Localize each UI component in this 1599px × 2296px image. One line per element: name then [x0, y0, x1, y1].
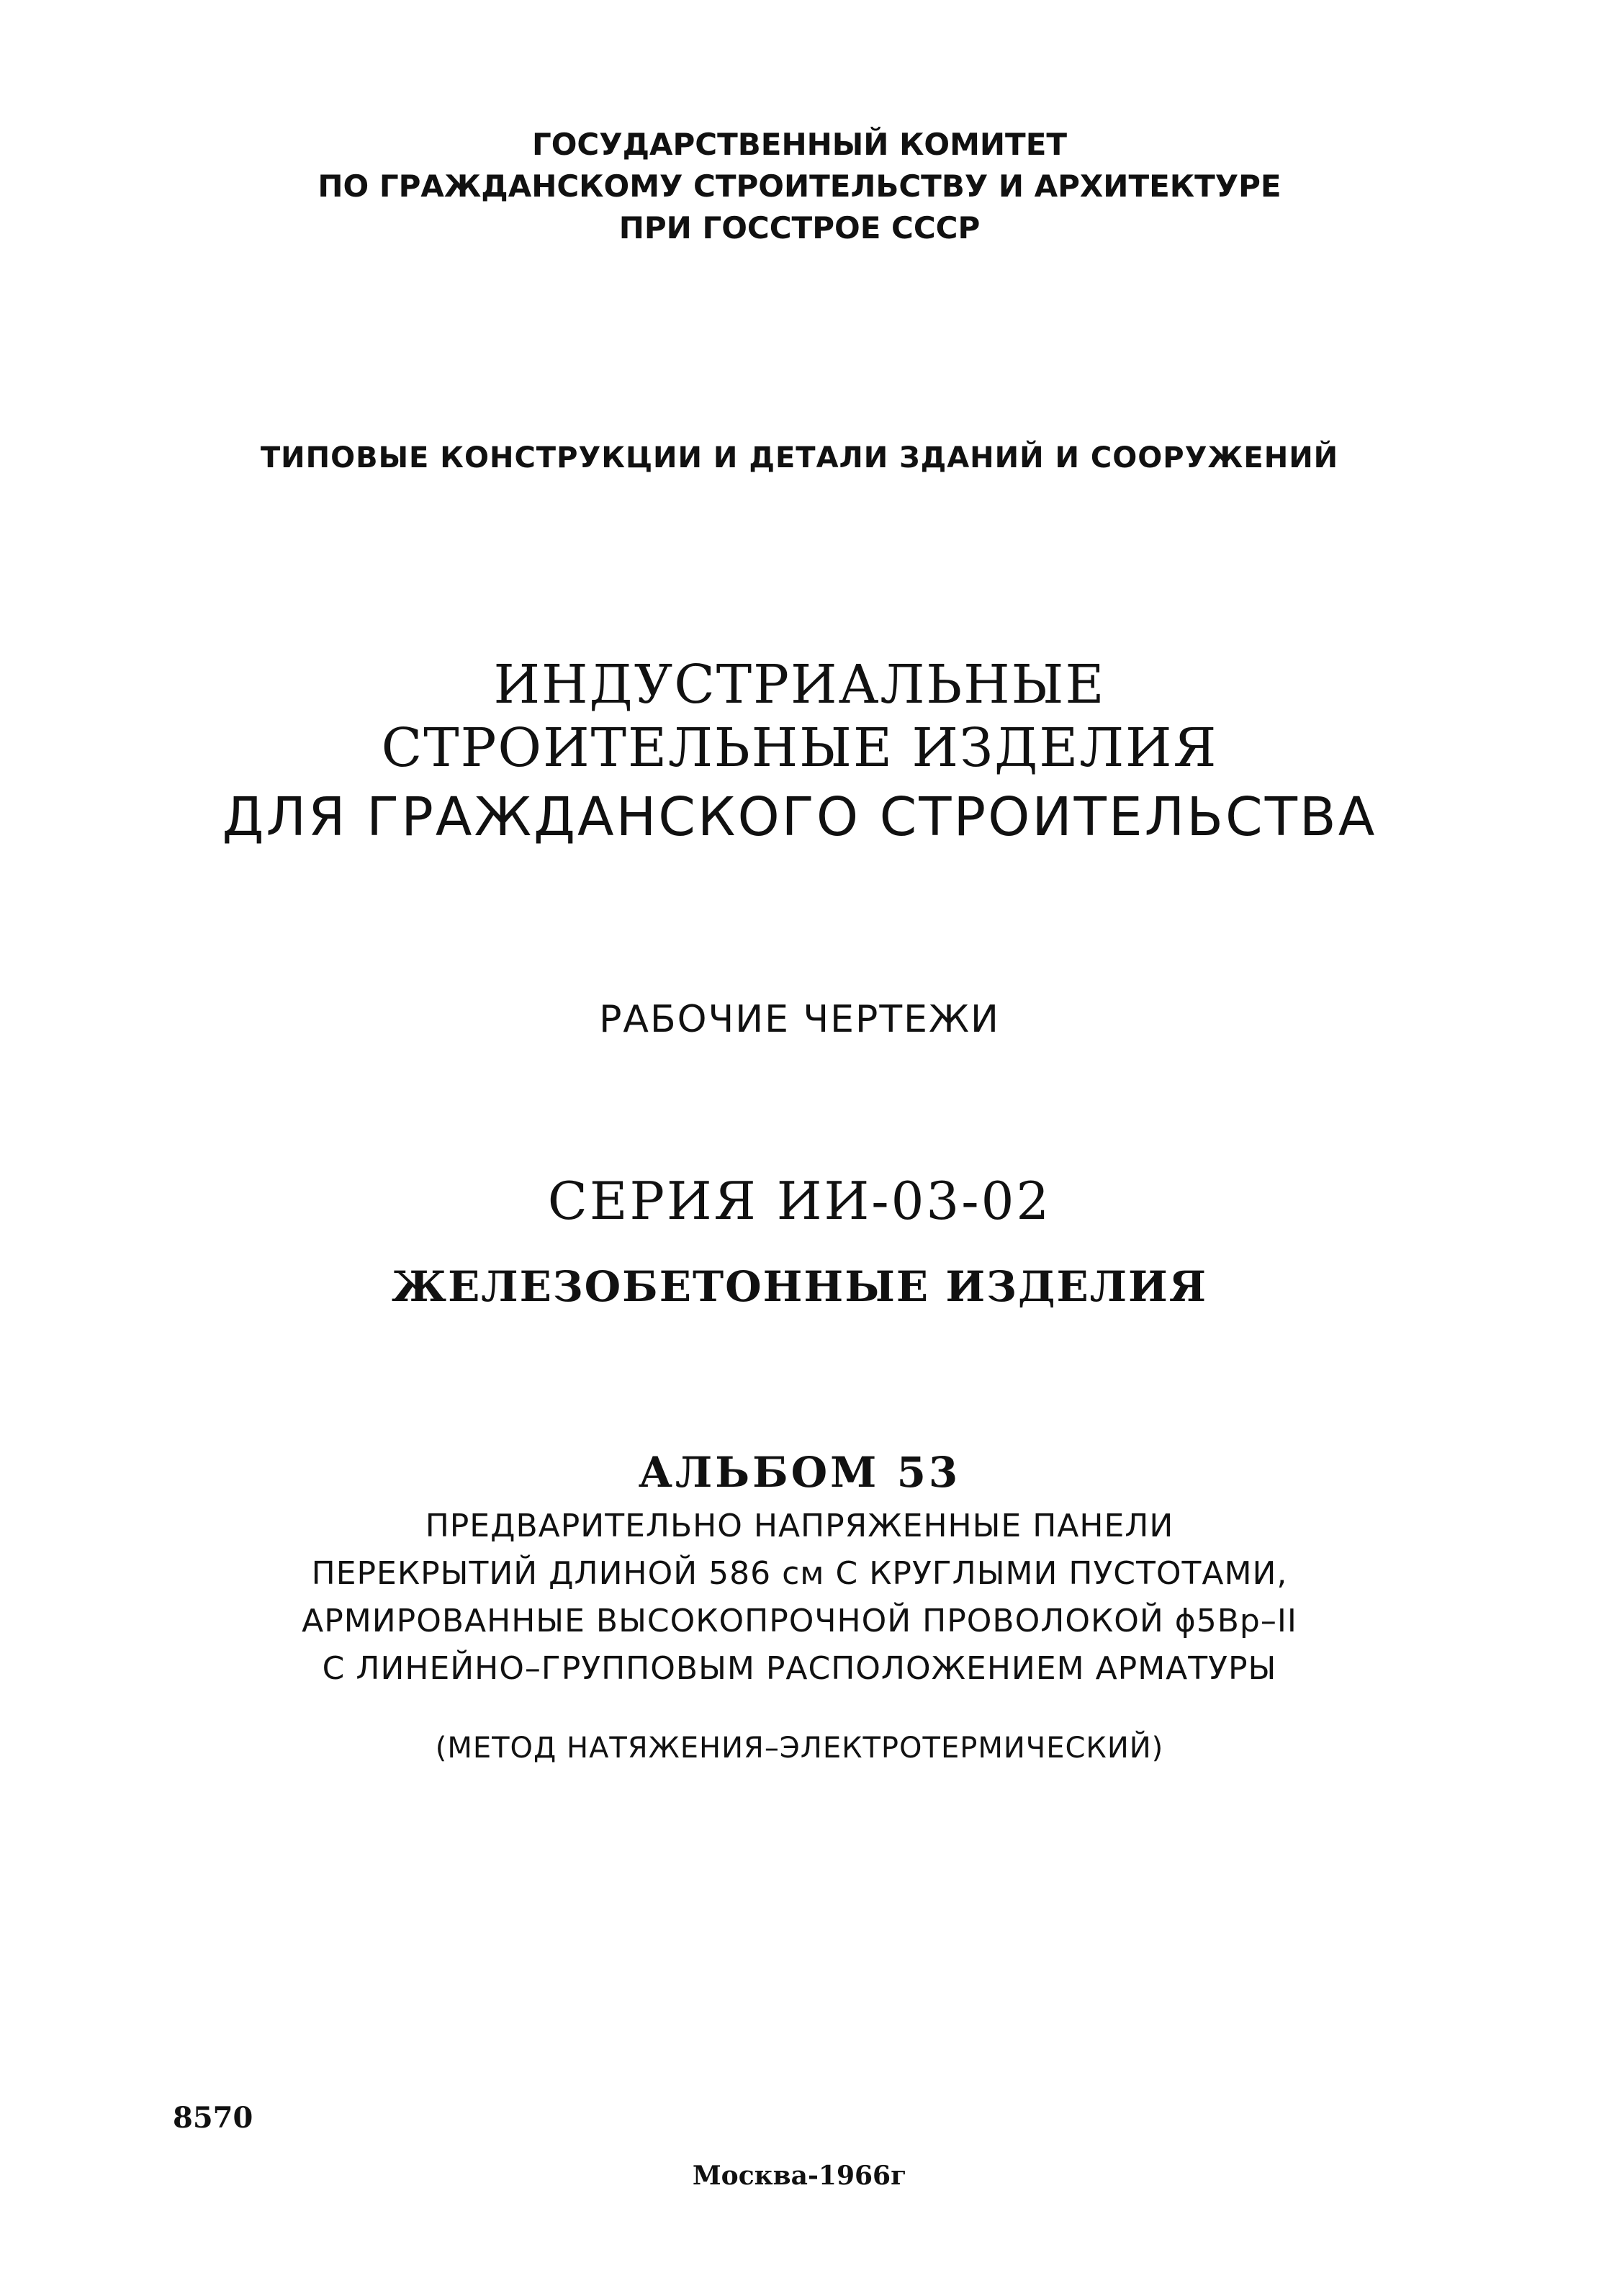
tensioning-method: (МЕТОД НАТЯЖЕНИЯ–ЭЛЕКТРОТЕРМИЧЕСКИЙ)	[435, 1732, 1164, 1765]
city-year: Москва-1966г	[692, 2161, 907, 2191]
committee-line-3: ПРИ ГОССТРОЕ СССР	[618, 210, 981, 246]
series-code: СЕРИЯ ИИ-03-02	[547, 1171, 1052, 1231]
document-number: 8570	[173, 2101, 253, 2135]
committee-line-1: ГОСУДАРСТВЕННЫЙ КОМИТЕТ	[531, 127, 1068, 162]
album-title: АЛЬБОМ 53	[638, 1448, 961, 1497]
series-heading: ТИПОВЫЕ КОНСТРУКЦИИ И ДЕТАЛИ ЗДАНИЙ И СООРУЖЕНИЙ	[260, 441, 1339, 474]
title-line-3: ДЛЯ ГРАЖДАНСКОГО СТРОИТЕЛЬСТВА	[222, 786, 1377, 848]
drawings-label: РАБОЧИЕ ЧЕРТЕЖИ	[599, 998, 1000, 1041]
album-desc-line-2: ПЕРЕКРЫТИЙ ДЛИНОЙ 586 см С КРУГЛЫМИ ПУСТОТАМИ,	[311, 1555, 1288, 1592]
committee-line-2: ПО ГРАЖДАНСКОМУ СТРОИТЕЛЬСТВУ И АРХИТЕКТУРЕ	[317, 168, 1282, 204]
series-name: ЖЕЛЕЗОБЕТОННЫЕ ИЗДЕЛИЯ	[392, 1262, 1207, 1311]
album-desc-line-4: С ЛИНЕЙНО–ГРУППОВЫМ РАСПОЛОЖЕНИЕМ АРМАТУРЫ	[322, 1650, 1277, 1687]
title-line-1: ИНДУСТРИАЛЬНЫЕ	[493, 654, 1106, 716]
album-desc-line-3: АРМИРОВАННЫЕ ВЫСОКОПРОЧНОЙ ПРОВОЛОКОЙ ϕ5Вр–II	[302, 1603, 1297, 1639]
album-desc-line-1: ПРЕДВАРИТЕЛЬНО НАПРЯЖЕННЫЕ ПАНЕЛИ	[425, 1508, 1174, 1544]
title-line-2: СТРОИТЕЛЬНЫЕ ИЗДЕЛИЯ	[381, 717, 1218, 779]
